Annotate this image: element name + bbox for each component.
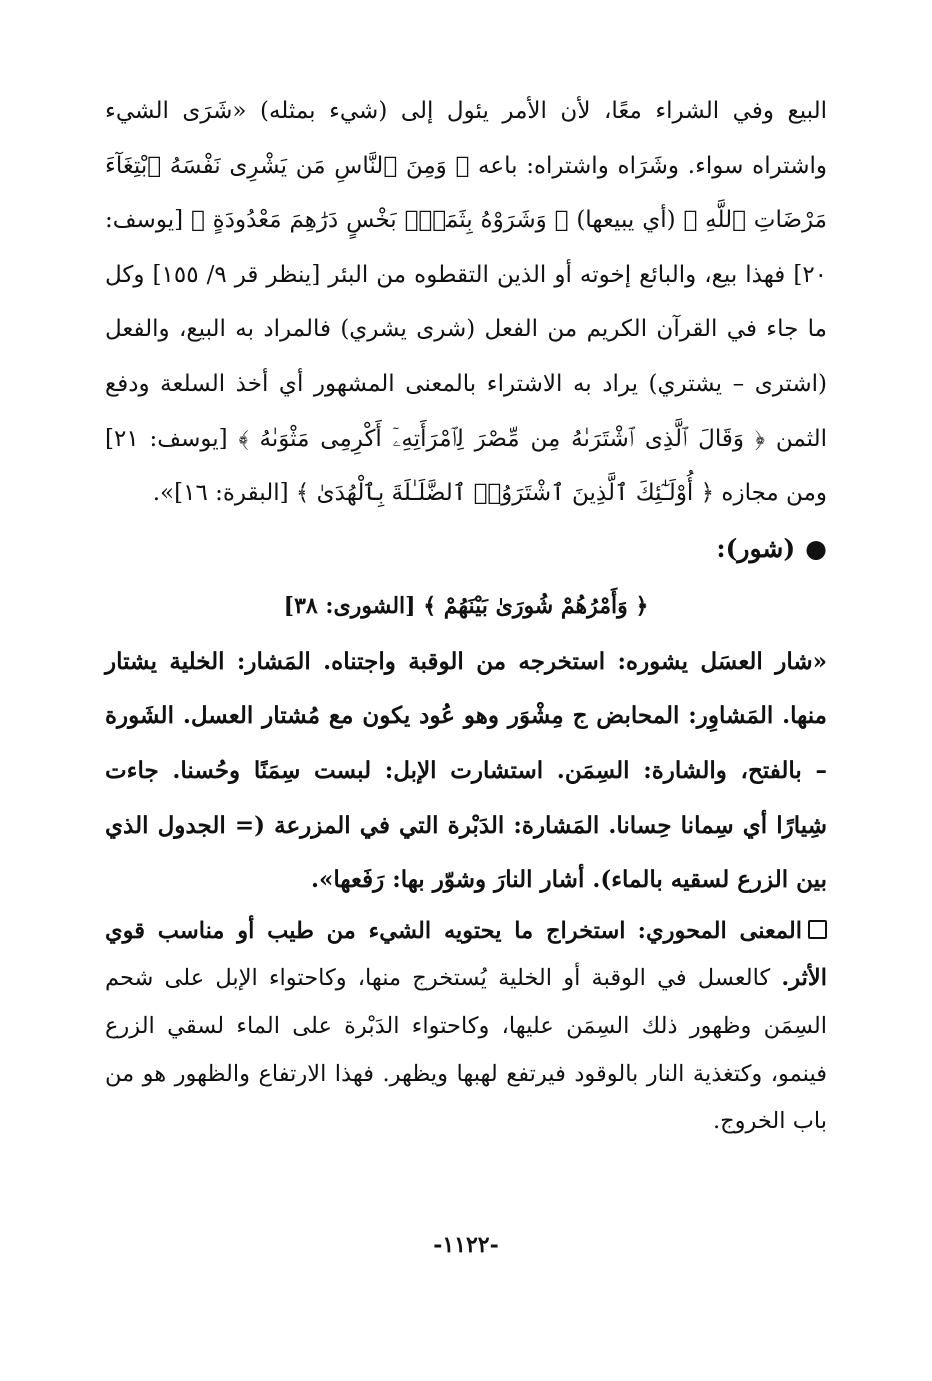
page-number: -١١٢٢-: [433, 1232, 499, 1258]
page-body: [105, 84, 827, 1146]
paragraph-shara-meaning: البيع وفي الشراء معًا، لأن الأمر يئول إلى (شيء بمثله) «شَرَى الشيء واشتراه سواء. وشَرَاه واشتراه: باعه ﴿ وَمِنَ ٱلنَّاسِ مَن يَشْرِى نَفْسَهُ ٱبْتِغَآءَ مَرْضَاتِ ٱللَّهِ ﴾ (أي يبيعها) ﴿ وَشَرَوْهُ بِثَمَنٍۭ بَخْسٍ دَرَٰهِمَ مَعْدُودَةٍ ﴾ [يوسف: ٢٠] فهذا بيع، والبائع إخوته أو الذين التقطوه من البئر [ينظر قر ٩/ ١٥٥] وكل ما جاء في القرآن الكريم من الفعل (شرى يشري) فالمراد به البيع، والفعل (اشترى – يشتري) يراد به الاشتراء بالمعنى المشهور أي أخذ السلعة ودفع الثمن ﴿ وَقَالَ ٱلَّذِى ٱشْتَرَىٰهُ مِن مِّصْرَ لِٱمْرَأَتِهِۦٓ أَكْرِمِى مَثْوَىٰهُ ﴾ [يوسف: ٢١] ومن مجازه ﴿ أُوْلَـٰٓئِكَ ٱلَّذِينَ ٱشْتَرَوُا۟ ٱلضَّلَـٰلَةَ بِٱلْهُدَىٰ ﴾ [البقرة: ١٦]».: [105, 98, 828, 507]
paragraph-dictionary-definitions: «شار العسَل يشوره: استخرجه من الوقبة واجتناه. المَشار: الخلية يشتار منها. المَشاوِر: المحابض ج مِشْوَر وهو عُود يكون مع مُشتار العسل. الشَورة – بالفتح، والشارة: السِمَن. استشارت الإبل: لبست سِمَنًا وحُسنا. جاءت شِيارًا أي سِمانا حِسانا. المَشارة: الدَبْرة التي في المزرعة (= الجدول الذي بين الزرع لسقيه بالماء). أشار النارَ وشوّر بها: رَفَعها».: [105, 647, 827, 894]
quran-verse: ﴿ وَأَمْرُهُمْ شُورَىٰ بَيْنَهُمْ ﴾ [الشورى: ٣٨]: [283, 592, 649, 619]
checkbox-square-icon: [808, 920, 827, 939]
core-meaning-label: المعنى المحوري:: [637, 917, 803, 944]
root-heading: [105, 521, 827, 577]
bullet-icon: ●: [805, 533, 827, 563]
root-heading-text: (شور):: [716, 533, 796, 563]
core-meaning-paragraph: [105, 908, 827, 1146]
core-meaning-explanation: كالعسل في الوقبة أو الخلية يُستخرج منها، وكاحتواء الإبل على شحم السِمَن وظهور ذلك السِمَن عليها، وكاحتواء الدَبْرة على الماء لسقي الزرع فينمو، وكتغذية النار بالوقود فيرتفع لهبها ويظهر. فهذا الارتفاع والظهور هو من باب الخروج.: [105, 965, 827, 1135]
core-meaning-bold-text: استخراج ما يحتويه الشيء من طيب أو مناسب قوي الأثر.: [105, 917, 828, 992]
